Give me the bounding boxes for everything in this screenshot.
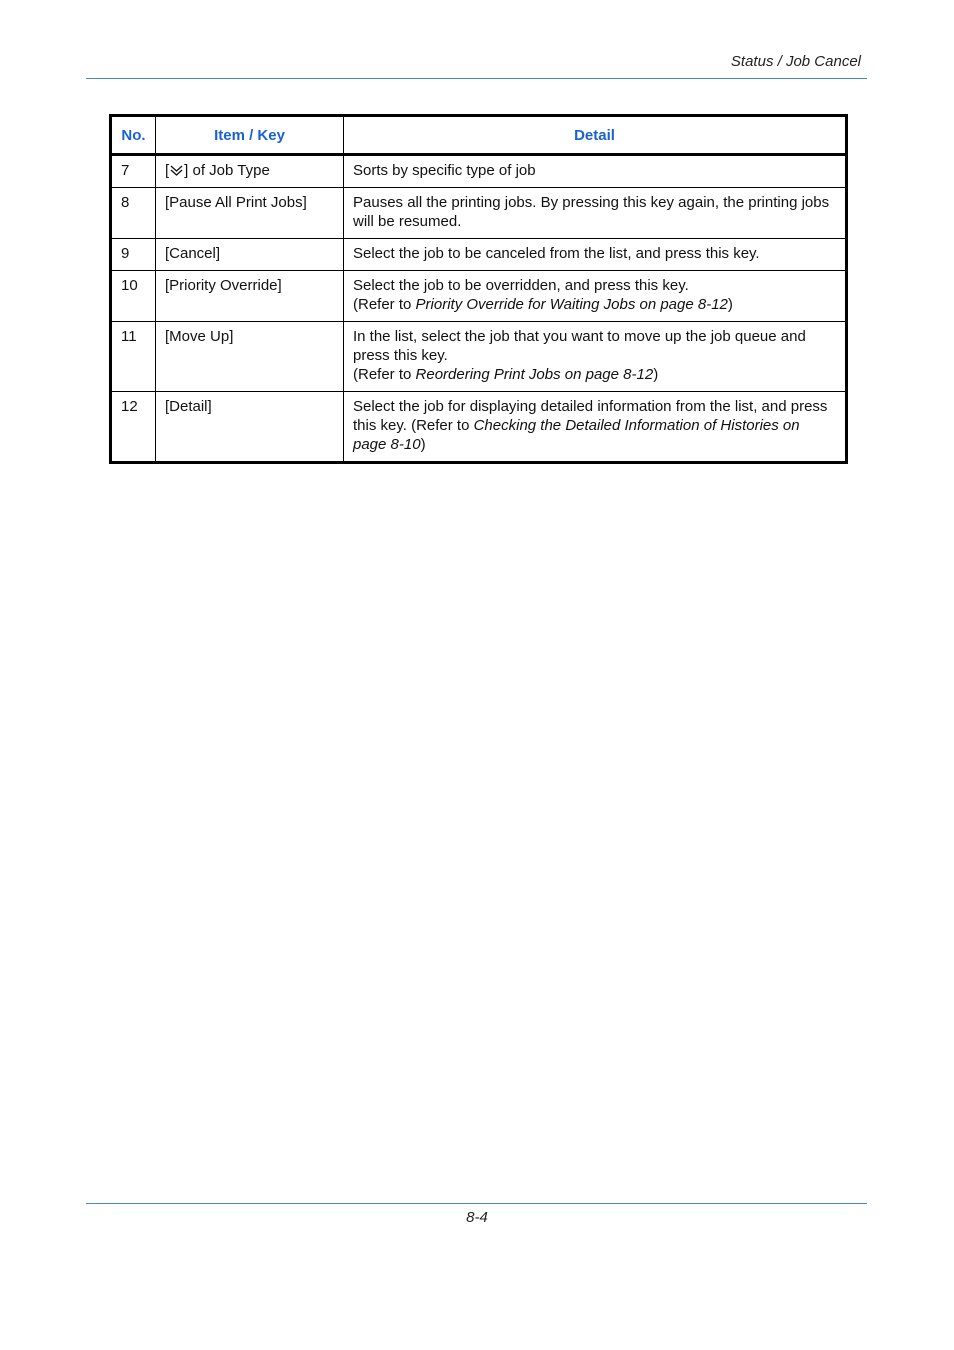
table-row: [111, 322, 847, 392]
row-item-key: [156, 155, 344, 188]
key-suffix: ] of Job Type: [184, 162, 270, 179]
row-number: 8: [111, 188, 156, 239]
row-detail: [344, 239, 847, 271]
row-number: 11: [111, 322, 156, 392]
row-item-key: [Move Up]: [156, 322, 344, 392]
row-item-key: [Cancel]: [156, 239, 344, 271]
header-rule: [86, 78, 867, 79]
detail-text: Select the job to be overridden, and press this key.: [353, 277, 689, 294]
cross-reference: Checking the Detailed Information of Histories on page 8-10: [353, 417, 800, 453]
detail-text: Sorts by specific type of job: [353, 162, 536, 179]
row-number: 12: [111, 392, 156, 463]
cross-reference: Reordering Print Jobs on page 8-12: [415, 366, 654, 383]
row-detail: [344, 188, 847, 239]
spec-table: [109, 114, 848, 464]
cross-reference: Priority Override for Waiting Jobs on page 8-12: [415, 296, 728, 313]
table-row: [111, 271, 847, 322]
column-header-no: No.: [111, 116, 156, 155]
row-detail: [344, 322, 847, 392]
page-number: 8-4: [466, 1209, 488, 1226]
row-item-key: [Detail]: [156, 392, 344, 463]
double-chevron-down-icon: [169, 163, 184, 177]
table-row: [111, 239, 847, 271]
detail-text: ): [727, 296, 733, 313]
column-header-item-key: Item / Key: [156, 116, 344, 155]
row-number: 7: [111, 155, 156, 188]
column-header-detail: Detail: [344, 116, 847, 155]
detail-text: Select the job to be canceled from the list, and press this key.: [353, 245, 760, 262]
detail-text: Select the job for displaying detailed information from the list, and press this key. (Refer to: [353, 398, 828, 434]
row-detail: [344, 155, 847, 188]
table-row: [111, 155, 847, 188]
detail-text: (Refer to: [353, 296, 416, 313]
row-detail: [344, 392, 847, 463]
running-header: Status / Job Cancel: [730, 53, 861, 70]
detail-text: ): [420, 436, 426, 453]
row-item-key: [Pause All Print Jobs]: [156, 188, 344, 239]
row-detail: [344, 271, 847, 322]
detail-text: (Refer to: [353, 366, 416, 383]
key-prefix: [: [165, 162, 170, 179]
table-header-row: [111, 116, 847, 155]
detail-text: ): [653, 366, 659, 383]
row-item-key: [Priority Override]: [156, 271, 344, 322]
row-number: 10: [111, 271, 156, 322]
detail-text: In the list, select the job that you want to move up the job queue and press this key.: [353, 328, 806, 364]
footer-rule: [86, 1203, 867, 1204]
table-row: [111, 188, 847, 239]
table-row: [111, 392, 847, 463]
row-number: 9: [111, 239, 156, 271]
detail-text: Pauses all the printing jobs. By pressing this key again, the printing jobs will be resumed.: [353, 194, 830, 230]
